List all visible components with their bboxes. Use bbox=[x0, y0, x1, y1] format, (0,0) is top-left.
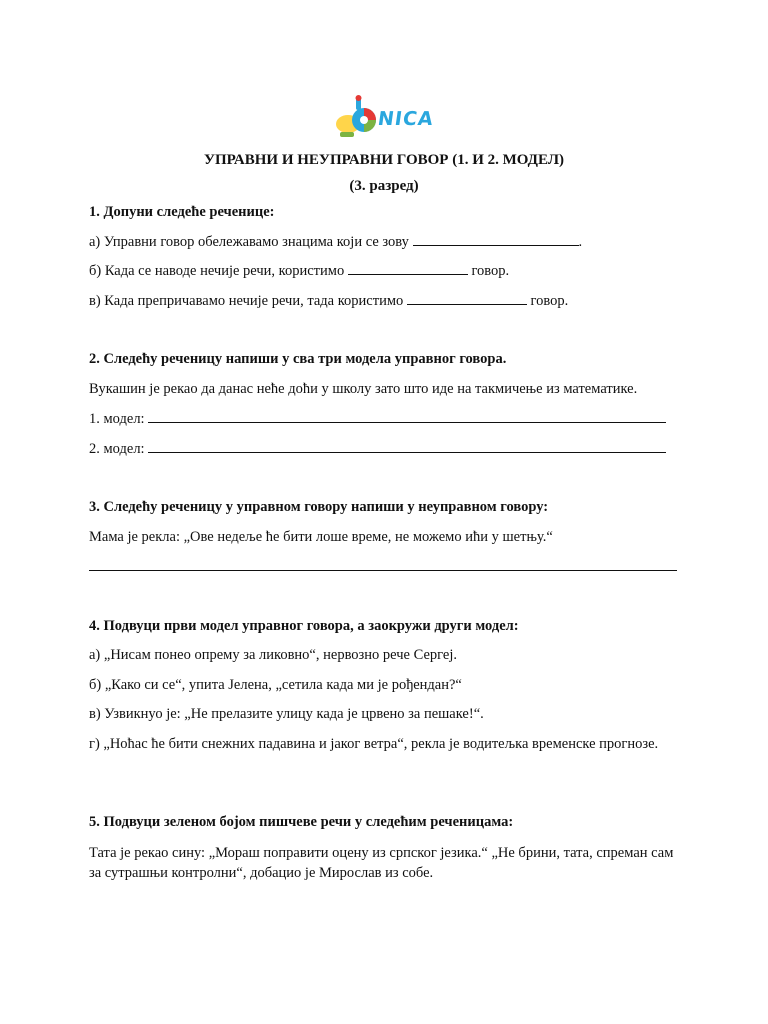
ucionica-logo-icon bbox=[334, 94, 380, 142]
q1-b-blank[interactable] bbox=[348, 262, 468, 275]
q5-sentence: Тата је рекао сину: „Мораш поправити оцену из српског језика.“ „Не брини, тата, спреман сам за сутрашњи контролни“, добацио је Мирослав из собе. bbox=[89, 845, 674, 881]
q1-c-blank[interactable] bbox=[407, 292, 527, 305]
q4-item-b: б) „Како си се“, упита Јелена, „сетила када ми је рођендан?“ bbox=[89, 677, 462, 693]
q1-item-b: б) Када се наводе нечије речи, користимо говор. bbox=[89, 263, 510, 279]
q4-heading: 4. Подвуци први модел управног говора, а заокружи други модел: bbox=[89, 618, 519, 634]
q2-sentence: Вукашин је рекао да данас неће доћи у школу зато што иде на такмичење из математике. bbox=[89, 381, 638, 397]
q4-item-a: а) „Нисам понео опрему за ликовно“, нервозно рече Сергеј. bbox=[89, 647, 457, 663]
logo-text: NICA bbox=[376, 108, 436, 130]
logo bbox=[334, 94, 436, 142]
q2-model-1-blank[interactable] bbox=[148, 410, 666, 423]
q3-sentence: Мама је рекла: „Ове недеље ће бити лоше време, не можемо ићи у шетњу.“ bbox=[89, 529, 553, 545]
q2-model-2: 2. модел: bbox=[89, 440, 666, 458]
q3-answer-line[interactable] bbox=[89, 570, 677, 571]
q2-heading: 2. Следећу реченицу напиши у сва три модела управног говора. bbox=[89, 351, 507, 367]
page-title: УПРАВНИ И НЕУПРАВНИ ГОВОР (1. И 2. МОДЕЛ) bbox=[204, 152, 564, 168]
q3-heading: 3. Следећу реченицу у управном говору напиши у неуправном говору: bbox=[89, 499, 549, 515]
q1-a-blank[interactable] bbox=[413, 233, 579, 246]
q2-model-2-blank[interactable] bbox=[148, 440, 666, 453]
q1-item-a: а) Управни говор обележавамо знацима који се зову . bbox=[89, 234, 583, 250]
q4-item-d: г) „Ноћас ће бити снежних падавина и јаког ветра“, рекла је водитељка временске прогнозе. bbox=[89, 736, 659, 752]
q1-item-c: в) Када препричавамо нечије речи, тада користимо говор. bbox=[89, 293, 569, 309]
q4-item-c: в) Узвикнуо је: „Не прелазите улицу када је црвено за пешаке!“. bbox=[89, 706, 484, 722]
page-subtitle: (3. разред) bbox=[349, 178, 419, 194]
q5-heading: 5. Подвуци зеленом бојом пишчеве речи у следећим реченицама: bbox=[89, 814, 514, 830]
q1-heading: 1. Допуни следеће реченице: bbox=[89, 204, 275, 220]
q2-model-1: 1. модел: bbox=[89, 410, 666, 428]
